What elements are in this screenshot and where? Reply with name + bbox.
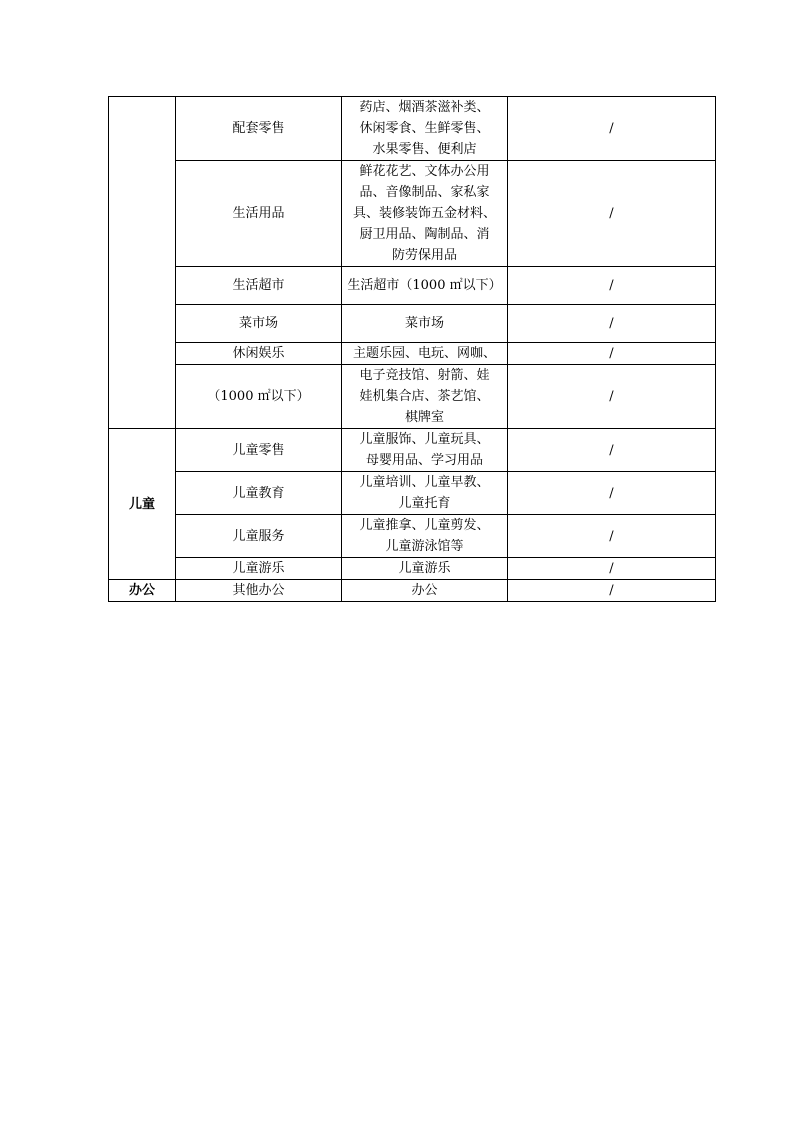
group-cell-empty [109, 97, 176, 429]
mark-cell: / [508, 580, 716, 602]
mark-cell: / [508, 429, 716, 472]
table-row [109, 97, 716, 161]
table-row [109, 305, 716, 343]
subcategory-cell: 菜市场 [176, 305, 342, 343]
description-cell: 菜市场 [342, 305, 508, 343]
description-cell: 主题乐园、电玩、网咖、 [342, 343, 508, 365]
subcategory-cell: 配套零售 [176, 97, 342, 161]
table-row [109, 365, 716, 429]
description-cell: 生活超市（1000 ㎡以下） [342, 267, 508, 305]
subcategory-cell: 休闲娱乐 [176, 343, 342, 365]
table-row [109, 429, 716, 472]
table-row [109, 267, 716, 305]
description-cell: 电子竞技馆、射箭、娃 娃机集合店、茶艺馆、 棋牌室 [342, 365, 508, 429]
category-table [108, 96, 716, 602]
mark-cell: / [508, 365, 716, 429]
mark-cell: / [508, 472, 716, 515]
mark-cell: / [508, 515, 716, 558]
subcategory-cell: 生活用品 [176, 161, 342, 267]
table-row [109, 161, 716, 267]
table-row [109, 580, 716, 602]
description-cell: 药店、烟酒茶滋补类、 休闲零食、生鲜零售、 水果零售、便利店 [342, 97, 508, 161]
mark-cell: / [508, 305, 716, 343]
table-row [109, 515, 716, 558]
subcategory-cell: 儿童游乐 [176, 558, 342, 580]
table-row [109, 472, 716, 515]
mark-cell: / [508, 97, 716, 161]
subcategory-cell: 儿童零售 [176, 429, 342, 472]
subcategory-cell: 生活超市 [176, 267, 342, 305]
group-cell-office: 办公 [109, 580, 176, 602]
subcategory-cell: 儿童服务 [176, 515, 342, 558]
mark-cell: / [508, 267, 716, 305]
table-row [109, 558, 716, 580]
table-row [109, 343, 716, 365]
description-cell: 儿童游乐 [342, 558, 508, 580]
mark-cell: / [508, 343, 716, 365]
subcategory-cell: 儿童教育 [176, 472, 342, 515]
mark-cell: / [508, 558, 716, 580]
description-cell: 鲜花花艺、文体办公用 品、音像制品、家私家 具、装修装饰五金材料、 厨卫用品、陶制品、消 防劳保用品 [342, 161, 508, 267]
description-cell: 儿童服饰、儿童玩具、 母婴用品、学习用品 [342, 429, 508, 472]
mark-cell: / [508, 161, 716, 267]
group-cell-children: 儿童 [109, 429, 176, 580]
description-cell: 儿童培训、儿童早教、 儿童托育 [342, 472, 508, 515]
description-cell: 办公 [342, 580, 508, 602]
description-cell: 儿童推拿、儿童剪发、 儿童游泳馆等 [342, 515, 508, 558]
subcategory-cell: （1000 ㎡以下） [176, 365, 342, 429]
subcategory-cell: 其他办公 [176, 580, 342, 602]
